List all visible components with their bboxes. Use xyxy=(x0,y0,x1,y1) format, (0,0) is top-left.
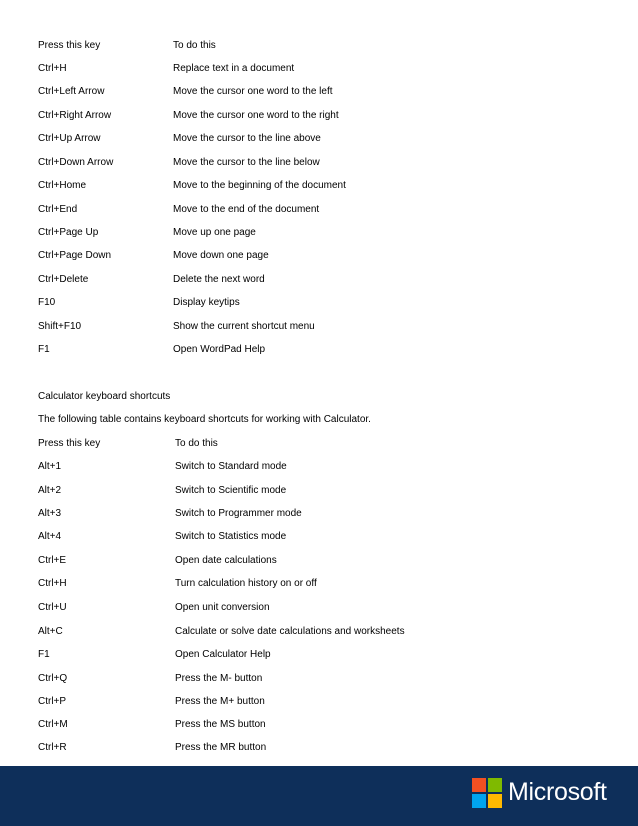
shortcut-key: Ctrl+Q xyxy=(38,673,68,684)
shortcut-key: Ctrl+Delete xyxy=(38,274,89,285)
shortcut-key: Alt+4 xyxy=(38,531,62,542)
shortcut-action: Move down one page xyxy=(173,250,269,261)
shortcut-key: Ctrl+Right Arrow xyxy=(38,110,112,121)
shortcut-action: Move to the end of the document xyxy=(173,204,320,215)
shortcut-key: Ctrl+M xyxy=(38,719,68,730)
logo-yellow-square xyxy=(488,794,502,808)
shortcut-action: Press the MS button xyxy=(175,719,266,730)
shortcut-action: Move the cursor to the line below xyxy=(173,157,320,168)
shortcut-key: Ctrl+Page Down xyxy=(38,250,112,261)
microsoft-logo-icon xyxy=(472,778,502,808)
shortcut-action: Replace text in a document xyxy=(173,63,295,74)
shortcut-action: Open date calculations xyxy=(175,555,277,566)
logo-blue-square xyxy=(472,794,486,808)
shortcut-key: Alt+1 xyxy=(38,461,62,472)
header-action-label: To do this xyxy=(175,438,218,449)
section-intro: The following table contains keyboard shortcuts for working with Calculator. xyxy=(38,414,371,425)
shortcut-action: Switch to Scientific mode xyxy=(175,485,287,496)
shortcut-key: Ctrl+Page Up xyxy=(38,227,99,238)
shortcut-key: F1 xyxy=(38,344,50,355)
shortcut-action: Press the M- button xyxy=(175,673,263,684)
shortcut-action: Move the cursor one word to the left xyxy=(173,86,333,97)
shortcut-key: Ctrl+U xyxy=(38,602,67,613)
shortcut-action: Calculate or solve date calculations and worksheets xyxy=(175,626,405,637)
shortcut-key: Shift+F10 xyxy=(38,321,82,332)
shortcut-action: Move the cursor to the line above xyxy=(173,133,321,144)
shortcut-action: Open WordPad Help xyxy=(173,344,266,355)
shortcut-action: Move up one page xyxy=(173,227,256,238)
shortcut-action: Switch to Standard mode xyxy=(175,461,287,472)
shortcut-key: Ctrl+E xyxy=(38,555,67,566)
shortcut-action: Move the cursor one word to the right xyxy=(173,110,339,121)
logo-red-square xyxy=(472,778,486,792)
shortcut-action: Delete the next word xyxy=(173,274,265,285)
microsoft-wordmark: Microsoft xyxy=(508,778,607,806)
shortcut-action: Turn calculation history on or off xyxy=(175,578,317,589)
shortcut-key: Alt+3 xyxy=(38,508,62,519)
header-key-label: Press this key xyxy=(38,438,101,449)
shortcut-key: Ctrl+Down Arrow xyxy=(38,157,114,168)
shortcut-key: Alt+2 xyxy=(38,485,62,496)
section-heading: Calculator keyboard shortcuts xyxy=(38,391,171,402)
shortcut-action: Move to the beginning of the document xyxy=(173,180,346,191)
header-action-label: To do this xyxy=(173,40,216,51)
shortcut-action: Open Calculator Help xyxy=(175,649,271,660)
shortcut-key: F10 xyxy=(38,297,56,308)
shortcut-key: Ctrl+End xyxy=(38,204,78,215)
shortcut-key: Ctrl+H xyxy=(38,63,67,74)
shortcut-key: Ctrl+P xyxy=(38,696,67,707)
shortcut-key: Ctrl+Up Arrow xyxy=(38,133,101,144)
shortcut-key: F1 xyxy=(38,649,50,660)
header-key-label: Press this key xyxy=(38,40,101,51)
shortcut-key: Ctrl+Home xyxy=(38,180,87,191)
shortcut-key: Ctrl+H xyxy=(38,578,67,589)
shortcut-action: Switch to Statistics mode xyxy=(175,531,287,542)
shortcut-key: Ctrl+R xyxy=(38,742,67,753)
shortcut-action: Open unit conversion xyxy=(175,602,270,613)
shortcut-action: Switch to Programmer mode xyxy=(175,508,302,519)
shortcut-action: Show the current shortcut menu xyxy=(173,321,315,332)
shortcut-key: Alt+C xyxy=(38,626,63,637)
shortcut-key: Ctrl+Left Arrow xyxy=(38,86,105,97)
shortcut-action: Press the MR button xyxy=(175,742,267,753)
logo-green-square xyxy=(488,778,502,792)
shortcut-action: Press the M+ button xyxy=(175,696,265,707)
shortcut-action: Display keytips xyxy=(173,297,240,308)
